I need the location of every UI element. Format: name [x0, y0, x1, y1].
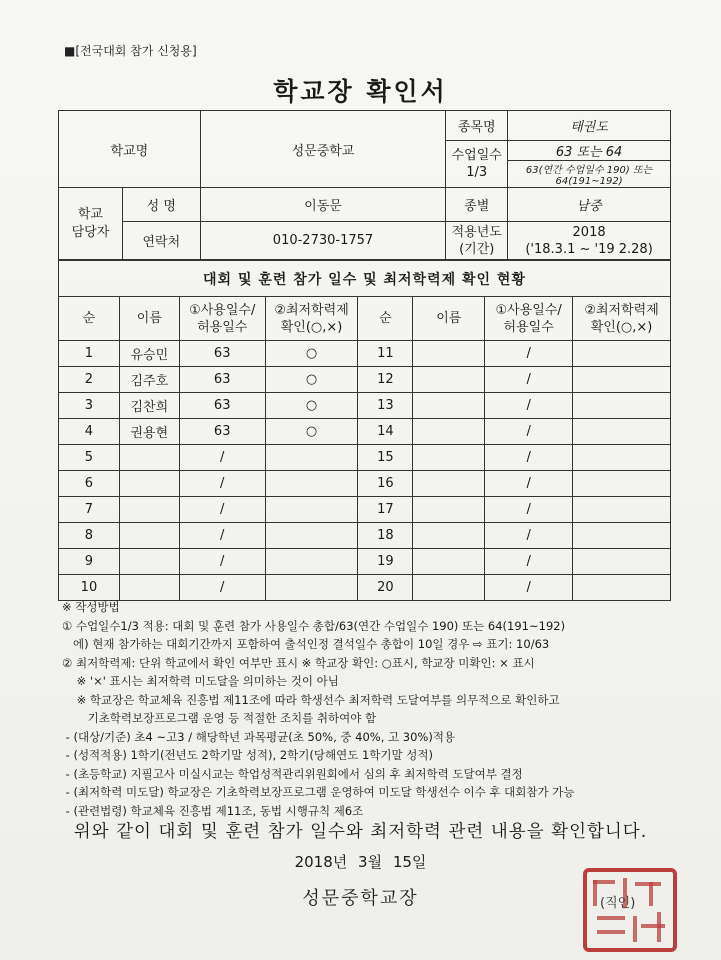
manager-label-line1: 학교 [77, 206, 103, 222]
school-name: 성문중학교 [200, 111, 446, 188]
form-code: ■[전국대회 참가 신청용] [64, 44, 197, 58]
year-value-line1: 2018 [572, 224, 606, 240]
row-name [119, 497, 179, 523]
row-name [119, 471, 179, 497]
table-row [59, 575, 671, 601]
row-check [265, 549, 358, 575]
division-value: 남중 [508, 188, 671, 222]
row-no: 6 [59, 471, 120, 497]
col-check [573, 297, 671, 341]
table-row [59, 497, 671, 523]
row-days: / [485, 575, 573, 601]
row-no: 13 [358, 393, 413, 419]
row-no: 18 [358, 523, 413, 549]
row-name [413, 497, 485, 523]
row-check: ○ [265, 419, 358, 445]
section-title: 대회 및 훈련 참가 일수 및 최저학력제 확인 현황 [59, 261, 671, 297]
class-days-label-line2: 1/3 [466, 165, 488, 180]
row-no: 16 [358, 471, 413, 497]
col-name: 이름 [119, 297, 179, 341]
row-check [573, 575, 671, 601]
col-check-line1: ②최저학력제 [584, 302, 659, 318]
col-days-line1: ①사용일수/ [189, 302, 256, 318]
writing-guide [62, 598, 672, 820]
row-check [573, 367, 671, 393]
row-name: 김찬희 [119, 393, 179, 419]
table-row [59, 549, 671, 575]
row-check [265, 575, 358, 601]
year-value [508, 222, 671, 260]
row-days: / [485, 393, 573, 419]
row-check [573, 549, 671, 575]
row-name [119, 575, 179, 601]
row-name [413, 341, 485, 367]
contact-value: 010-2730-1757 [200, 222, 446, 260]
year-label [446, 222, 508, 260]
guide-line: ① 수업일수1/3 적용: 대회 및 훈련 참가 사용일수 총합/63(연간 수업일수 190) 또는 64(191~192) [62, 618, 566, 633]
row-days: / [179, 549, 265, 575]
row-check [573, 523, 671, 549]
row-name [413, 549, 485, 575]
row-days: / [179, 471, 265, 497]
table-row [59, 367, 671, 393]
row-name: 김주호 [119, 367, 179, 393]
division-label: 종별 [446, 188, 508, 222]
col-check-line2: 확인(○,×) [590, 319, 653, 335]
table-row [59, 445, 671, 471]
row-no: 14 [358, 419, 413, 445]
row-check [573, 445, 671, 471]
row-name [413, 393, 485, 419]
guide-line: - (초등학교) 지필고사 미실시교는 학업성적관리위원회에서 심의 후 최저학력 도달여부 결정 [62, 766, 523, 781]
row-days: / [485, 549, 573, 575]
row-days: / [485, 341, 573, 367]
contact-label: 연락처 [122, 222, 200, 260]
row-name [413, 523, 485, 549]
row-no: 7 [59, 497, 120, 523]
row-no: 10 [59, 575, 120, 601]
table-row [59, 471, 671, 497]
row-name [119, 445, 179, 471]
row-check [573, 341, 671, 367]
row-check [265, 497, 358, 523]
row-name: 유승민 [119, 341, 179, 367]
col-days [179, 297, 265, 341]
col-days [485, 297, 573, 341]
class-days-value: 63 또는 64 [508, 141, 671, 161]
guide-line: 기초학력보장프로그램 운영 등 적절한 조치를 취하여야 함 [62, 711, 377, 725]
guide-line: ※ '×' 표시는 최저학력 미도달을 의미하는 것이 아님 [62, 674, 339, 688]
guide-line: ② 최저학력제: 단위 학교에서 확인 여부만 표시 ※ 학교장 확인: ○표시, 학교장 미확인: × 표시 [62, 655, 535, 670]
row-no: 2 [59, 367, 120, 393]
manager-label-line2: 담당자 [71, 224, 110, 240]
row-check: ○ [265, 341, 358, 367]
signer: 성문중학교장 [302, 888, 419, 909]
row-name [413, 419, 485, 445]
row-days: / [485, 497, 573, 523]
col-days-line1: ①사용일수/ [495, 302, 562, 318]
school-info-table [58, 110, 671, 260]
col-check-line1: ②최저학력제 [274, 302, 349, 318]
row-no: 5 [59, 445, 120, 471]
class-days-label-line1: 수업일수 [451, 148, 502, 163]
table-row [59, 419, 671, 445]
name-value: 이동문 [200, 188, 446, 222]
row-days: / [485, 471, 573, 497]
row-name: 권용현 [119, 419, 179, 445]
guide-line: ※ 작성방법 [62, 600, 120, 614]
guide-line: ※ 학교장은 학교체육 진흥법 제11조에 따라 학생선수 최저학력 도달여부를 의무적으로 확인하고 [62, 692, 560, 707]
row-days: / [485, 523, 573, 549]
row-no: 4 [59, 419, 120, 445]
col-name: 이름 [413, 297, 485, 341]
confirmation-statement: 위와 같이 대회 및 훈련 참가 일수와 최저학력 관련 내용을 확인합니다. [73, 822, 648, 842]
guide-line: 에) 현재 참가하는 대회기간까지 포함하여 출석인정 결석일수 총합이 10일 경우 ⇨ 표기: 10/63 [62, 637, 550, 651]
row-days: 63 [179, 393, 265, 419]
col-days-line2: 허용일수 [197, 319, 248, 335]
row-no: 19 [358, 549, 413, 575]
row-check [265, 445, 358, 471]
row-check [573, 419, 671, 445]
class-days-detail: 63(연간 수업일수 190) 또는 64(191~192) [508, 161, 671, 188]
event-label: 종목명 [446, 111, 508, 141]
row-check [573, 471, 671, 497]
issue-date: 2018년 3월 15일 [294, 853, 427, 871]
row-no: 3 [59, 393, 120, 419]
year-label-line1: 적용년도 [451, 224, 502, 240]
table-row [59, 341, 671, 367]
col-no: 순 [59, 297, 120, 341]
col-days-line2: 허용일수 [503, 319, 554, 335]
name-label: 성 명 [122, 188, 200, 222]
status-table [58, 260, 671, 601]
row-check: ○ [265, 367, 358, 393]
row-no: 17 [358, 497, 413, 523]
row-name [413, 575, 485, 601]
row-name [119, 549, 179, 575]
row-days: / [485, 367, 573, 393]
class-days-label [446, 141, 508, 188]
year-label-line2: (기간) [459, 241, 495, 257]
row-name [413, 445, 485, 471]
row-days: 63 [179, 341, 265, 367]
row-no: 15 [358, 445, 413, 471]
col-no: 순 [358, 297, 413, 341]
guide-line: - (관련법령) 학교체육 진흥법 제11조, 동법 시행규칙 제6조 [62, 803, 364, 818]
table-row [59, 393, 671, 419]
row-check [573, 497, 671, 523]
row-no: 9 [59, 549, 120, 575]
guide-line: - (성적적용) 1학기(전년도 2학기말 성적), 2학기(당해연도 1학기말 성적) [62, 748, 433, 762]
manager-label [59, 188, 123, 260]
row-check [573, 393, 671, 419]
row-days: / [179, 575, 265, 601]
row-check [265, 471, 358, 497]
seal-label: (직인) [600, 896, 636, 911]
row-days: 63 [179, 367, 265, 393]
row-days: / [179, 523, 265, 549]
row-check: ○ [265, 393, 358, 419]
row-no: 12 [358, 367, 413, 393]
row-days: / [179, 497, 265, 523]
row-no: 1 [59, 341, 120, 367]
row-name [119, 523, 179, 549]
row-name [413, 367, 485, 393]
guide-line: - (대상/기준) 초4 ~고3 / 해당학년 과목평균(초 50%, 중 40%, 고 30%)적용 [62, 729, 456, 744]
row-days: / [179, 445, 265, 471]
row-name [413, 471, 485, 497]
table-row [59, 523, 671, 549]
row-no: 20 [358, 575, 413, 601]
row-no: 8 [59, 523, 120, 549]
guide-line: - (최저학력 미도달) 학교장은 기초학력보장프로그램 운영하여 미도달 학생선수 이수 후 대회참가 가능 [62, 785, 575, 799]
col-check [265, 297, 358, 341]
row-days: / [485, 419, 573, 445]
event-value: 태권도 [508, 111, 671, 141]
school-label: 학교명 [59, 111, 201, 188]
col-check-line2: 확인(○,×) [280, 319, 343, 335]
year-value-line2: ('18.3.1 ~ '19 2.28) [525, 241, 653, 257]
row-check [265, 523, 358, 549]
row-no: 11 [358, 341, 413, 367]
page-title: 학교장 확인서 [273, 77, 448, 106]
row-days: 63 [179, 419, 265, 445]
row-days: / [485, 445, 573, 471]
